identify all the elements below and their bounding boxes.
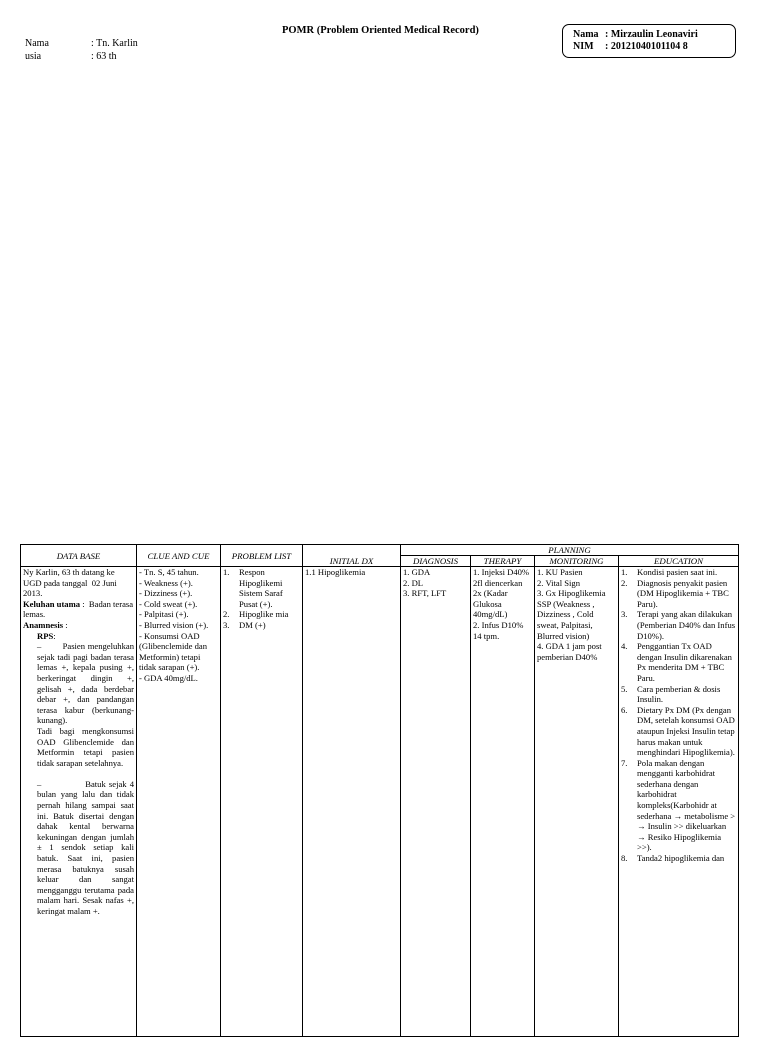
clue-item: - Weakness (+).: [139, 577, 193, 588]
problem-text: Hipoglike mia: [239, 609, 289, 620]
patient-name-row: [25, 37, 138, 50]
rps-paragraph-1: – Pasien mengeluhkan sejak tadi pagi badan terasa lemas +, kepala pusing +, berkeringat dingin +, gelisah +, dada berdebar debar +, dan pandangan terasa kabur (berkunang-kunang).: [37, 641, 137, 726]
anamnesis-label: Anamnesis: [23, 619, 64, 630]
education-item: [621, 758, 736, 853]
anamnesis-colon: :: [63, 619, 68, 630]
rps-label: RPS: [37, 630, 54, 641]
clue-item: - Konsumsi OAD (Glibenclemide dan Metformin) tetapi tidak sarapan (+).: [139, 630, 210, 673]
problem-text: Respon Hipoglikemi Sistem Saraf Pusat (+).: [239, 567, 283, 609]
education-text: Tanda2 hipoglikemia dan: [637, 853, 725, 864]
problem-num: 1.: [223, 567, 230, 577]
pomr-table: [20, 544, 739, 1037]
education-num: 8.: [621, 853, 628, 864]
header-monitoring: MONITORING: [535, 556, 619, 567]
education-num: 6.: [621, 704, 628, 715]
patient-age-row: [25, 50, 138, 63]
patient-age-value: : 63 th: [91, 51, 117, 62]
monitoring-text: 1. KU Pasien 2. Vital Sign 3. Gx Hipoglikemia SSP (Weakness , Dizziness , Cold sweat, Palpitasi, Blurred vision) 4. GDA 1 jam post pemberian D40%: [537, 567, 606, 662]
initial-dx-cell: [303, 567, 401, 1037]
education-num: 7.: [621, 757, 628, 768]
header-diagnosis: DIAGNOSIS: [401, 556, 471, 567]
initial-dx-text: 1.1 Hipoglikemia: [305, 567, 366, 577]
education-num: 4.: [621, 641, 628, 652]
patient-name-label: Nama: [25, 38, 49, 49]
anamnesis-line: [23, 620, 134, 631]
header-clue-and-cue: CLUE AND CUE: [137, 545, 221, 567]
education-item: [621, 684, 736, 705]
rps-paragraph-1b: Tadi bagi mengkonsumsi OAD Glibenclemide dan Metformin tetapi pasien tidak sarapan setelahnya.: [37, 725, 137, 768]
education-num: 3.: [621, 609, 628, 620]
database-intro: Ny Karlin, 63 th datang ke UGD pada tanggal 02 Juni 2013.: [23, 567, 122, 599]
education-text: Terapi yang akan dilakukan (Pemberian D40% dan Infus D10%).: [637, 609, 736, 641]
header-planning: PLANNING: [401, 545, 739, 556]
header-therapy: THERAPY: [471, 556, 535, 567]
education-text: Diagnosis penyakit pasien (DM Hipoglikemia + TBC Paru).: [637, 577, 729, 609]
keluhan-text: : Badan terasa lemas.: [23, 598, 136, 620]
clue-item: - Blurred vision (+).: [139, 619, 209, 630]
patient-name-value: : Tn. Karlin: [91, 38, 138, 49]
education-num: 1.: [621, 567, 628, 577]
education-item: [621, 641, 736, 683]
education-item: [621, 578, 736, 610]
rps-line: [23, 631, 134, 642]
education-text: Dietary Px DM (Px dengan DM, setelah konsumsi OAD ataupun Injeksi Insulin tetap harus makan untuk menghindari Hipoglikemia).: [637, 704, 735, 758]
education-item: [621, 705, 736, 758]
diagnosis-item: 1. GDA: [403, 567, 431, 577]
student-name-value: : Mirzaulin Leonaviri: [605, 29, 698, 40]
problem-item: [223, 620, 300, 631]
student-nim-value: : 20121040101104 8: [605, 41, 688, 52]
student-id-box: [562, 24, 736, 58]
problem-item: [223, 567, 300, 609]
rps-paragraph-2: – Batuk sejak 4 bulan yang lalu dan tidak pernah hilang sampai saat ini. Batuk disertai dengan dahak kental berwarna kekuningan dengan jumlah ± 1 sendok setiap kali batuk. Saat ini, pasien merasa batuknya susah keluar dan sangat mengganggu terutama pada malam hari. Sesak nafas +, keringat malam +.: [37, 778, 137, 916]
header-problem-list: PROBLEM LIST: [221, 545, 303, 567]
diagnosis-item: 3. RFT, LFT: [403, 588, 447, 599]
clue-item: - GDA 40mg/dL.: [139, 672, 198, 683]
education-text: Kondisi pasien saat ini.: [637, 567, 718, 577]
student-name-row: [573, 29, 725, 41]
problem-cell: [221, 567, 303, 1037]
clue-item: - Cold sweat (+).: [139, 598, 198, 609]
education-num: 2.: [621, 577, 628, 588]
clue-item: - Dizziness (+).: [139, 588, 193, 599]
document-title: POMR (Problem Oriented Medical Record): [282, 25, 479, 36]
problem-text: DM (+): [239, 619, 266, 630]
patient-age-label: usia: [25, 51, 42, 62]
student-nim-row: [573, 41, 725, 53]
problem-num: 3.: [223, 619, 230, 630]
problem-num: 2.: [223, 609, 230, 620]
header-education: EDUCATION: [619, 556, 739, 567]
student-name-label: Nama: [573, 29, 599, 40]
education-num: 5.: [621, 683, 628, 694]
keluhan-label: Keluhan utama: [23, 598, 81, 609]
education-cell: [619, 567, 739, 1037]
education-item: [621, 853, 736, 864]
diagnosis-item: 2. DL: [403, 577, 424, 588]
spacer: [23, 768, 134, 779]
education-text: Cara pemberian & dosis Insulin.: [637, 683, 721, 705]
clue-item: - Tn. S, 45 tahun.: [139, 567, 199, 577]
diagnosis-cell: [401, 567, 471, 1037]
therapy-cell: [471, 567, 535, 1037]
therapy-text: 1. Injeksi D40% 2fl diencerkan 2x (Kadar Glukosa 40mg/dL) 2. Infus D10% 14 tpm.: [473, 567, 530, 641]
problem-item: [223, 609, 300, 620]
header-initial-dx: INITIAL DX: [303, 545, 401, 567]
education-text: Pola makan dengan mengganti karbohidrat sederhana dengan karbohidrat kompleks(Karbohidr at sederhana → metabolisme > → Insulin >> dikeluarkan → Resiko Hipoglikemia >>).: [637, 757, 736, 853]
student-nim-label: NIM: [573, 41, 594, 52]
rps-colon: :: [53, 630, 56, 641]
education-text: Penggantian Tx OAD dengan Insulin dikarenakan Px menderita DM + TBC Paru.: [637, 641, 732, 683]
education-item: [621, 609, 736, 641]
clue-cell: [137, 567, 221, 1037]
clue-item: - Palpitasi (+).: [139, 609, 189, 620]
monitoring-cell: [535, 567, 619, 1037]
database-cell: [21, 567, 137, 1037]
patient-info: [25, 37, 138, 63]
keluhan-line: [23, 599, 134, 620]
header-database: DATA BASE: [21, 545, 137, 567]
education-item: [621, 567, 736, 578]
